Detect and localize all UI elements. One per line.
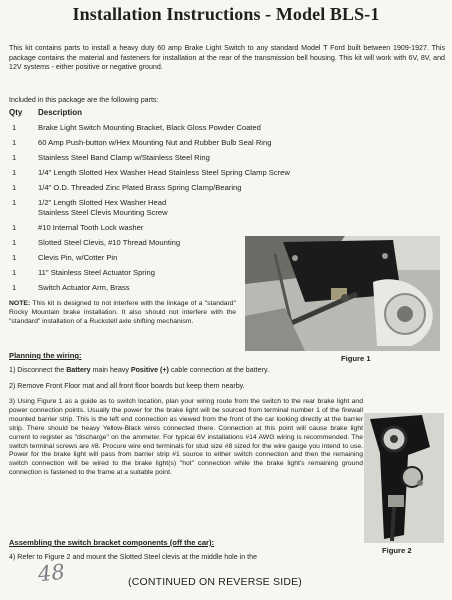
part-qty: 1 bbox=[12, 198, 17, 207]
intro-paragraph: This kit contains parts to install a heavy duty 60 amp Brake Light Switch to any standard Model T Ford built between 1909-1927. This package contains the material and fasteners for installation at the rear of the transmission bell housing. This kit will work with 6V, 8V, and 12V systems - either positive or negative ground. bbox=[9, 44, 445, 72]
part-qty: 1 bbox=[12, 123, 17, 132]
part-qty: 1 bbox=[12, 138, 17, 147]
part-qty: 1 bbox=[12, 183, 17, 192]
part-description-line2: Stainless Steel Clevis Mounting Screw bbox=[38, 208, 168, 217]
step-1 bbox=[9, 366, 269, 374]
planning-heading: Planning the wiring: bbox=[9, 351, 82, 360]
handwritten-number: 48 bbox=[36, 559, 66, 587]
part-description: 1/4" Length Slotted Hex Washer Head Stainless Steel Spring Clamp Screw bbox=[38, 168, 290, 177]
figure-1-caption: Figure 1 bbox=[341, 354, 371, 363]
step-1-text-mid: main heavy bbox=[90, 366, 131, 374]
page-title: Installation Instructions - Model BLS-1 bbox=[72, 4, 380, 24]
part-description: Slotted Steel Clevis, #10 Thread Mounting bbox=[38, 238, 181, 247]
included-label: Included in this package are the following parts: bbox=[9, 96, 159, 104]
continued-notice: (CONTINUED ON REVERSE SIDE) bbox=[128, 576, 302, 588]
step-1-text: 1) Disconnect the bbox=[9, 366, 67, 374]
part-description: 1/2" Length Slotted Hex Washer Head bbox=[38, 198, 167, 207]
part-qty: 1 bbox=[12, 238, 17, 247]
part-description: Brake Light Switch Mounting Bracket, Black Gloss Powder Coated bbox=[38, 123, 261, 132]
note-paragraph bbox=[9, 300, 236, 327]
description-header: Description bbox=[38, 108, 83, 117]
part-description: 60 Amp Push-button w/Hex Mounting Nut and Rubber Bulb Seal Ring bbox=[38, 138, 272, 147]
part-qty: 1 bbox=[12, 153, 17, 162]
step-4: 4) Refer to Figure 2 and mount the Slotted Steel clevis at the middle hole in the bbox=[9, 553, 258, 561]
assembling-heading: Assembling the switch bracket components (off the car): bbox=[9, 538, 215, 547]
step-1-battery: Battery bbox=[66, 366, 91, 374]
figure-2-caption: Figure 2 bbox=[382, 546, 412, 555]
qty-header: Qty bbox=[9, 108, 23, 117]
part-description: Clevis Pin, w/Cotter Pin bbox=[38, 253, 118, 262]
part-qty: 1 bbox=[12, 168, 17, 177]
step-2: 2) Remove Front Floor mat and all front floor boards but keep them nearby. bbox=[9, 382, 245, 390]
part-qty: 1 bbox=[12, 283, 17, 292]
step-1-text-end: cable connection at the battery. bbox=[168, 366, 269, 374]
part-description: 11" Stainless Steel Actuator Spring bbox=[38, 268, 155, 277]
part-qty: 1 bbox=[12, 253, 17, 262]
step-1-positive: Positive (+) bbox=[130, 366, 169, 374]
part-qty: 1 bbox=[12, 223, 17, 232]
figure-1-photo bbox=[245, 236, 440, 351]
part-description: #10 Internal Tooth Lock washer bbox=[38, 223, 144, 232]
note-text: This kit is designed to not interfere with the linkage of a "standard" Rocky Mountain brake installation. It also should not interfere with the "standard" installation of a Ruckstell axle shifting mechanism. bbox=[9, 300, 236, 325]
step-3: 3) Using Figure 1 as a guide as to switch location, plan your wiring route from the switch to the rear brake light and power connection points. Usually the power for the brake light will be sourced from terminal number 1 of the firewall mounted barrier strip. This is the left end connection as viewed from the front of the car looking directly at the barrier strip. There should be heavy Yellow-Black wires connected there. Connection at this point will cause brake light current to register as "discharge" on the ammeter. For typical 6V installations #14 AWG wiring is recommended. The switch terminal screws are #8. Procure wire end terminals for stud size #8 sized for the wire gauge you intend to use. Power for the brake light will pass from barrier strip #1 source to either switch connection and then the remaining switch connection will be wired to the brake light(s) "hot" connection while the brake light's remaining ground connection is fastened to the frame at a suitable point. bbox=[9, 398, 363, 477]
part-description: 1/4" O.D. Threaded Zinc Plated Brass Spring Clamp/Bearing bbox=[38, 183, 242, 192]
part-description: Stainless Steel Band Clamp w/Stainless Steel Ring bbox=[38, 153, 210, 162]
note-label: NOTE: bbox=[9, 300, 31, 307]
part-description: Switch Actuator Arm, Brass bbox=[38, 283, 130, 292]
figure-2-photo bbox=[364, 413, 444, 543]
part-qty: 1 bbox=[12, 268, 17, 277]
